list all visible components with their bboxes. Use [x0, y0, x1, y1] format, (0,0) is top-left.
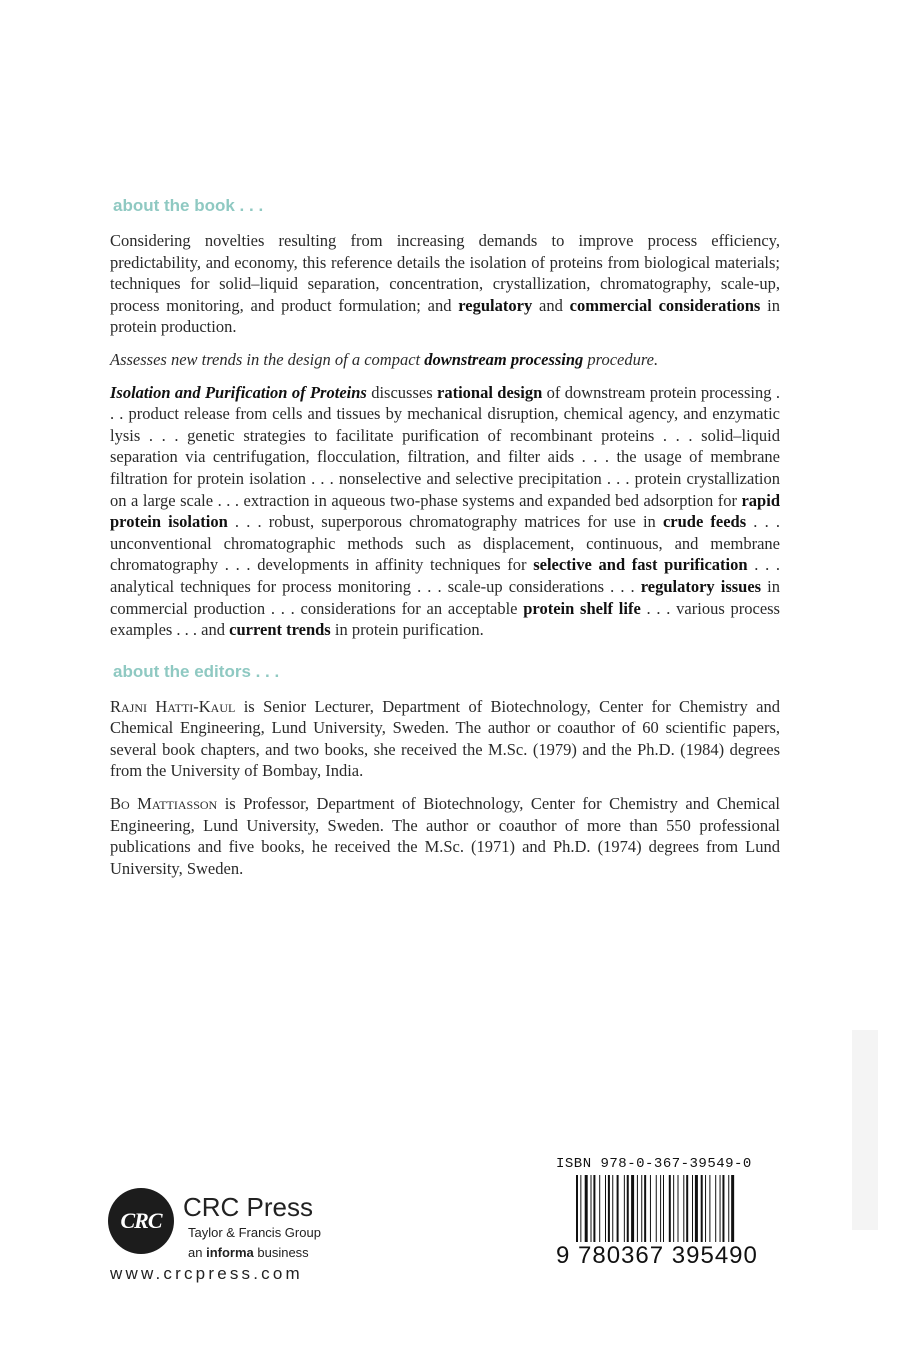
- summary-segment: rational design: [437, 382, 543, 402]
- summary-segment: crude feeds: [662, 512, 747, 532]
- summary-segment: . . . robust, superporous chromatography matrices for use in: [227, 512, 663, 532]
- summary-segment: . . . various process examples . . . and: [110, 598, 780, 640]
- summary-segment: current trends: [229, 620, 331, 640]
- barcode-digits: 9 780367 395490: [556, 1242, 758, 1269]
- summary-segment: discusses: [366, 382, 438, 402]
- summary-segment: selective and fast purification: [533, 555, 748, 575]
- publisher-name: CRC Press: [183, 1192, 314, 1222]
- isbn-barcode: [556, 1156, 786, 1286]
- publisher-group: Taylor & Francis Group: [188, 1225, 321, 1240]
- summary-segment: rapid protein isolation: [110, 490, 780, 532]
- cover-edge-shading: [852, 1030, 878, 1230]
- publisher-website: www.crcpress.com: [110, 1264, 303, 1283]
- about-book-heading: about the book . . .: [113, 196, 264, 215]
- summary-segment: . . . analytical techniques for process monitoring . . . scale-up considerations . . .: [110, 555, 781, 596]
- summary-segment: regulatory issues: [640, 576, 762, 596]
- book-description: Considering novelties resulting from increasing demands to improve process efficiency, predictability, and economy, this reference details the isolation of proteins from biological materials; techniques for solid–liquid separation, concentration, crystallization, chromatography, scale-up, process monitoring, and product formulation; and regulatory and commercial considerations in protein production.: [110, 231, 780, 337]
- editor-name-2: Bo Mattiasson: [110, 794, 218, 814]
- summary-segment: protein shelf life: [523, 598, 641, 618]
- summary-segment: Isolation and Purification of Proteins: [110, 382, 367, 402]
- isbn-label: ISBN 978-0-367-39549-0: [556, 1156, 752, 1172]
- editor-bio-2: Bo Mattiasson is Professor, Department of Biotechnology, Center for Chemistry and Chemical Engineering, Lund University, Sweden. The author or coauthor of more than 550 professional publications and five books, he received the M.Sc. (1971) and Ph.D. (1974) degrees from Lund University, Sweden.: [110, 794, 780, 878]
- book-tagline: Assesses new trends in the design of a compact downstream processing procedure.: [110, 349, 659, 369]
- book-contents-summary: [110, 382, 780, 641]
- crc-logo-icon: CRC: [108, 1188, 174, 1254]
- summary-segment: . . . unconventional chromatographic methods such as displacement, continuous, and membrane chromatography . . . developments in affinity techniques for: [110, 512, 780, 575]
- about-editors-heading: about the editors . . .: [113, 661, 280, 681]
- summary-segment: of downstream protein processing . . . product release from cells and tissues by mechanical disruption, chemical agency, and enzymatic lysis . . . genetic strategies to facilitate purification of recombinant proteins . . . solid–liquid separation via centrifugation, flocculation, filtration, and filter aids . . . the usage of membrane filtration for protein isolation . . . nonselective and selective precipitation . . . protein crystallization on a large scale . . . extraction in aqueous two-phase systems and expanded bed adsorption for: [110, 382, 780, 510]
- editor-bio-1: Rajni Hatti-Kaul is Senior Lecturer, Department of Biotechnology, Center for Chemistry and Chemical Engineering, Lund University, Sweden. The author or coauthor of 60 scientific papers, several book chapters, and two books, she received the M.Sc. (1979) and the Ph.D. (1984) degrees from the University of Bombay, India.: [110, 696, 780, 781]
- back-cover-text: [110, 196, 780, 890]
- editor-name-1: Rajni Hatti-Kaul: [110, 696, 236, 716]
- summary-segment: in protein purification.: [330, 620, 484, 640]
- summary-segment: in commercial production . . . considerations for an acceptable: [110, 576, 781, 618]
- publisher-business: an informa business: [188, 1245, 309, 1260]
